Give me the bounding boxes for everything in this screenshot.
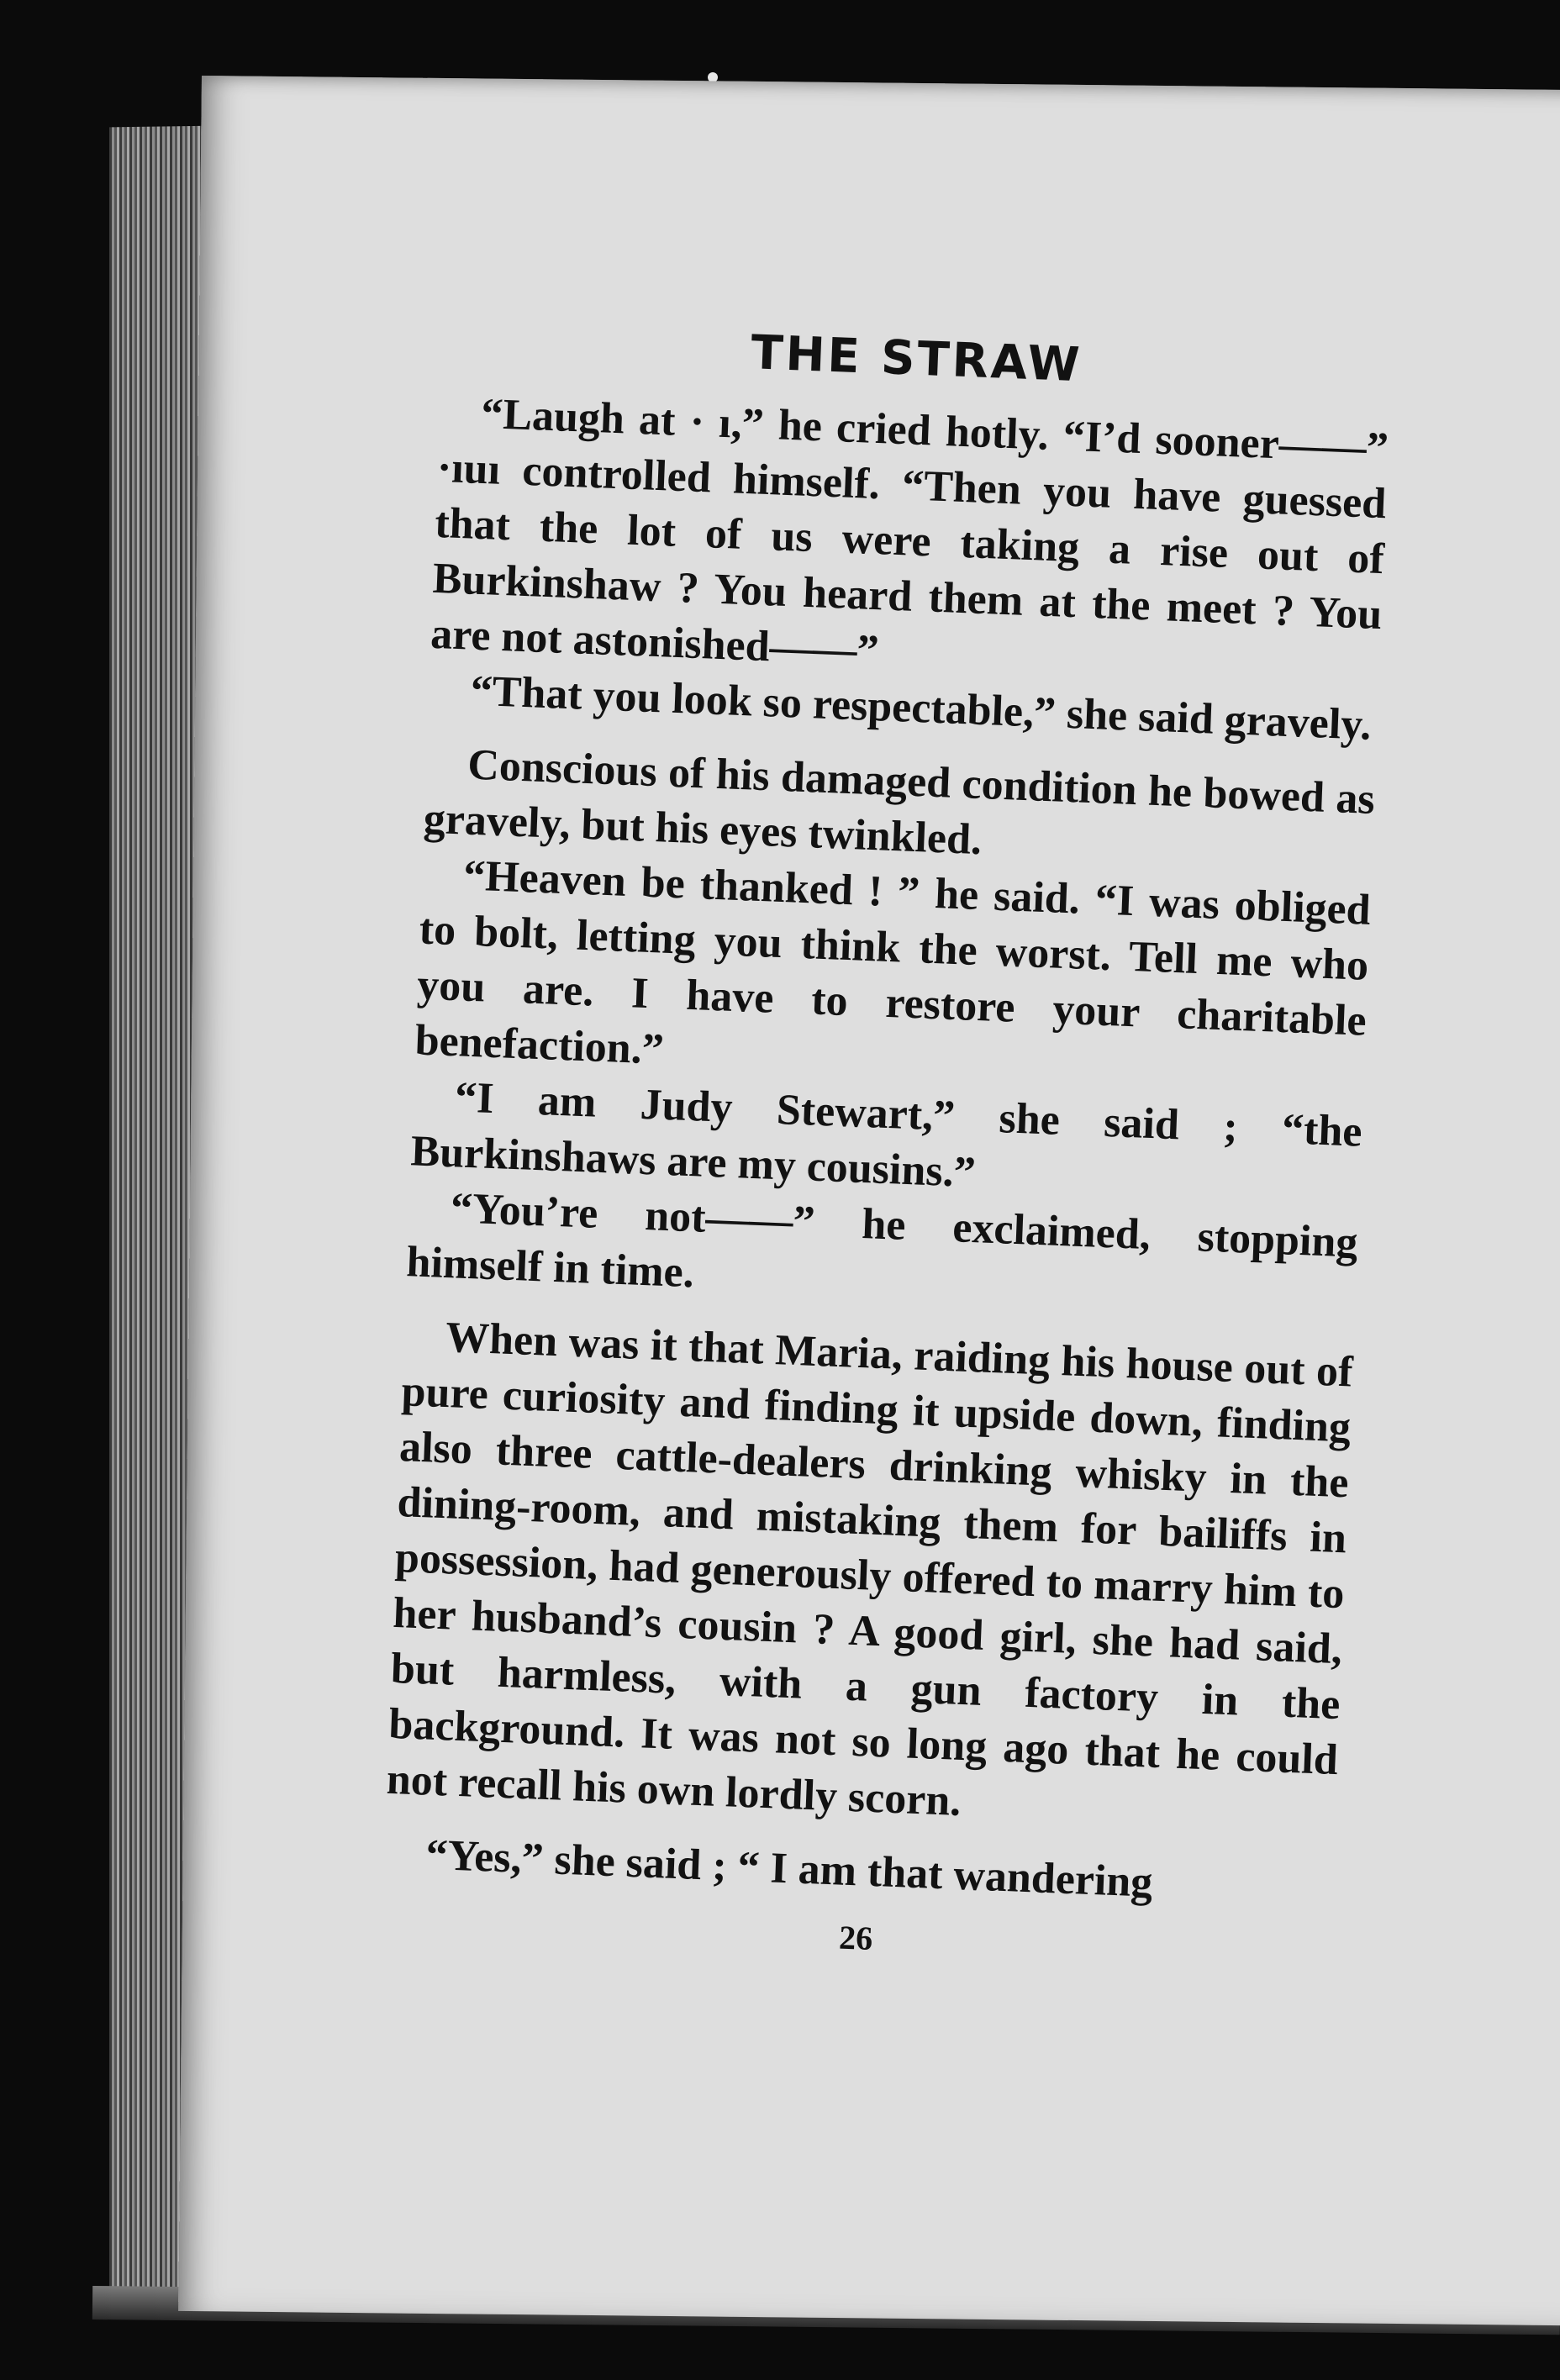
paragraph: “Heaven be thanked ! ” he said. “I was obliged to bolt, letting you think the worst. Tell me who you are. I have to restore your charitable benefaction.” [414, 851, 1372, 1074]
paragraph: “You’re not——” he exclaimed, stopping himself in time. [405, 1184, 1359, 1298]
body-text [382, 385, 1389, 1918]
paragraph: When was it that Maria, raiding his house out of pure curiosity and finding it upside down, finding also three cattle-dealers drinking whisky in the dining-room, and mistaking them for bailiffs in possession, had generously offered to marry him to her husband’s cousin ? A good girl, she had said, but harmless, with a gun factory in the background. It was not so long ago that he could not recall his own lordly scorn. [385, 1314, 1354, 1825]
paragraph: “Yes,” she said ; “ I am that wandering [424, 1830, 1154, 1907]
paragraph: “That you look so respectable,” she said gravely. [469, 666, 1373, 750]
book-page [178, 76, 1560, 2326]
paragraph: “I am Judy Stewart,” she said ; “the Burkinshaws are my cousins.” [409, 1073, 1363, 1198]
page-number: 26 [838, 1918, 874, 1958]
paragraph: Conscious of his damaged condition he bowed as gravely, but his eyes twinkled. [422, 740, 1376, 865]
page-text-block [381, 313, 1392, 1976]
paragraph: “Laugh at · ı,” he cried hotly. “I’d sooner——” ·ıuı controlled himself. “Then you have guessed that the lot of us were taking a rise out of Burkinshaw ? You heard them at the meet ? You are not astonished——” [430, 389, 1389, 676]
running-head: THE STRAW [750, 325, 1083, 393]
